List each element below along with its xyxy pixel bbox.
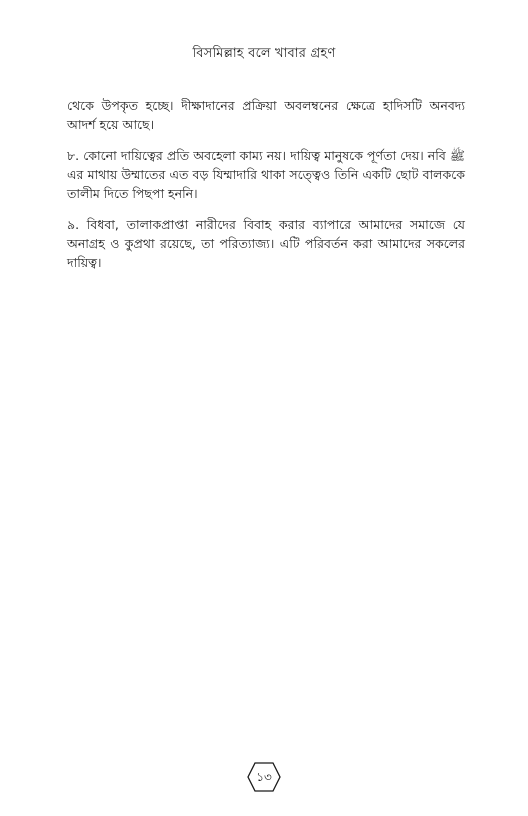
body-text [67,96,465,284]
page-number: ১৩ [256,770,272,784]
running-header-title: বিসমিল্লাহ বলে খাবার গ্রহণ [192,46,336,61]
paragraph-point-9: ৯. বিধবা, তালাকপ্রাপ্তা নারীদের বিবাহ করার ব্যাপারে আমাদের সমাজে যে অনাগ্রহ ও কুপ্রথা রয়েছে, তা পরিত্যাজ্য। এটি পরিবর্তন করা আমাদের সকলের দায়িত্ব। [67,217,465,270]
paragraph-point-8: ৮. কোনো দায়িত্বের প্রতি অবহেলা কাম্য নয়। দায়িত্ব মানুষকে পূর্ণতা দেয়। নবি ﷺ এর মাথায় উম্মাতের এত বড় যিম্মাদারি থাকা সত্ত্বেও তিনি একটি ছোট বালককে তালীম দিতে পিছপা হননি। [67,148,465,201]
paragraph-continuation: থেকে উপকৃত হচ্ছে। দীক্ষাদানের প্রক্রিয়া অবলম্বনের ক্ষেত্রে হাদিসটি অনবদ্য আদর্শ হয়ে আছে। [67,98,465,132]
page-number-badge [246,761,282,793]
